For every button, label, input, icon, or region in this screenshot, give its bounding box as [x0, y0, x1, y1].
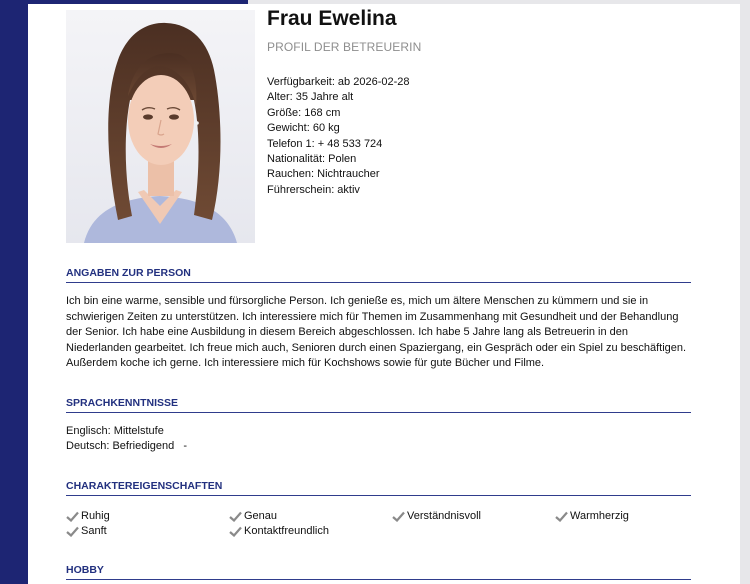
fact-license: Führerschein: aktiv — [267, 183, 360, 196]
profile-photo — [66, 10, 255, 243]
fact-height: Größe: 168 cm — [267, 106, 341, 119]
language-item: Deutsch: Befriedigend - — [66, 440, 188, 453]
portrait-image — [66, 10, 255, 243]
trait-list — [66, 509, 716, 539]
checkmark-icon — [66, 511, 79, 522]
trait-label: Genau — [244, 510, 278, 522]
checkmark-icon — [229, 511, 242, 522]
fact-smoking: Rauchen: Nichtraucher — [267, 168, 380, 181]
trait-item — [229, 509, 392, 524]
trait-item — [66, 509, 229, 524]
trait-label: Verständnisvoll — [407, 510, 481, 522]
trait-item — [229, 524, 392, 539]
checkmark-icon — [555, 511, 568, 522]
section-heading-traits: CHARAKTEREIGENSCHAFTEN — [66, 480, 691, 496]
trait-label: Ruhig — [81, 510, 110, 522]
trait-item — [66, 524, 229, 539]
checkmark-icon — [392, 511, 405, 522]
trait-label: Warmherzig — [570, 510, 629, 522]
fact-age: Alter: 35 Jahre alt — [267, 91, 354, 104]
fact-weight: Gewicht: 60 kg — [267, 122, 340, 135]
language-list — [66, 424, 187, 455]
trait-label: Kontaktfreundlich — [244, 525, 329, 537]
fact-nationality: Nationalität: Polen — [267, 153, 357, 166]
trait-item — [555, 509, 716, 524]
profile-subtitle: PROFIL DER BETREUERIN — [267, 40, 422, 54]
trait-item — [392, 509, 555, 524]
checkmark-icon — [66, 526, 79, 537]
fact-availability: Verfügbarkeit: ab 2026-02-28 — [267, 76, 410, 88]
fact-list — [267, 75, 410, 198]
section-heading-hobby: HOBBY — [66, 564, 691, 580]
section-heading-languages: SPRACHKENNTNISSE — [66, 397, 691, 413]
language-item: Englisch: Mittelstufe — [66, 425, 164, 437]
left-accent-band — [0, 0, 28, 584]
profile-name: Frau Ewelina — [267, 7, 397, 30]
profile-sheet — [28, 4, 740, 584]
fact-phone: Telefon 1: + 48 533 724 — [267, 137, 383, 150]
checkmark-icon — [229, 526, 242, 537]
section-heading-about: ANGABEN ZUR PERSON — [66, 267, 691, 283]
about-text: Ich bin eine warme, sensible und fürsorgliche Person. Ich genieße es, mich um ältere Menschen zu kümmern und sie in schwierigen Zeiten zu unterstützen. Ich interessiere mich für Themen im Zusammenhang mit Gesundheit und der Behandlung der Senior. Ich habe eine Ausbildung in diesem Bereich abgeschlossen. Ich habe 5 Jahre lang als Betreuerin in den Niederlanden gearbeitet. Ich freue mich auch, Senioren durch einen Spaziergang, ein Gespräch oder ein Spiel zu beschäftigen. Außerdem koche ich gerne. Ich interessiere mich für Kochshows sowie für gute Bücher und Filme. — [66, 295, 687, 370]
trait-label: Sanft — [81, 525, 107, 537]
